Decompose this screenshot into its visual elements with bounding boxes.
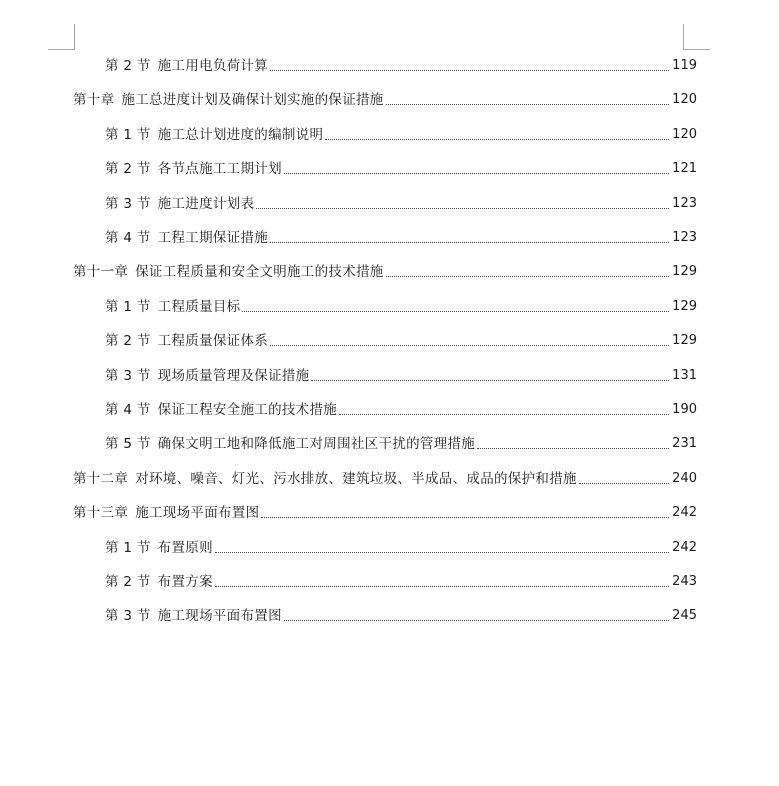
toc-dot-leader [256, 208, 669, 209]
toc-entry-prefix: 第十二章 [73, 470, 129, 487]
toc-page-number: 231 [672, 436, 697, 452]
toc-section-entry[interactable] [105, 292, 697, 316]
toc-entry-prefix: 第 3 节 [105, 608, 151, 625]
toc-entry-label [105, 229, 268, 247]
toc-dot-leader [311, 380, 669, 381]
toc-entry-title: 保证工程质量和安全文明施工的技术措施 [135, 264, 384, 281]
toc-entry-label [105, 332, 268, 350]
toc-dot-leader [270, 70, 669, 71]
toc-dot-leader [386, 276, 669, 277]
toc-dot-leader [325, 139, 669, 140]
toc-dot-leader [270, 242, 669, 243]
toc-entry-title: 施工总计划进度的编制说明 [157, 126, 324, 143]
toc-entry-title: 布置原则 [157, 539, 213, 556]
toc-entry-title: 施工总进度计划及确保计划实施的保证措施 [121, 92, 384, 109]
toc-dot-leader [284, 620, 669, 621]
toc-chapter-entry[interactable] [73, 85, 697, 109]
toc-section-entry[interactable] [105, 567, 697, 591]
toc-page-number: 129 [672, 298, 697, 314]
toc-entry-prefix: 第 1 节 [105, 539, 151, 556]
toc-entry-prefix: 第 5 节 [105, 436, 151, 453]
toc-entry-title: 施工现场平面布置图 [135, 505, 260, 522]
toc-entry-prefix: 第 2 节 [105, 333, 151, 350]
toc-page-number: 129 [672, 264, 697, 280]
toc-dot-leader [386, 104, 669, 105]
toc-page-number: 121 [672, 161, 697, 177]
toc-entry-title: 各节点施工工期计划 [157, 161, 282, 178]
toc-dot-leader [270, 345, 669, 346]
toc-entry-title: 对环境、噪音、灯光、污水排放、建筑垃圾、半成品、成品的保护和措施 [135, 470, 577, 487]
toc-page-number: 131 [672, 367, 697, 383]
toc-section-entry[interactable] [105, 601, 697, 625]
toc-entry-label [105, 367, 309, 385]
toc-entry-prefix: 第 3 节 [105, 195, 151, 212]
toc-chapter-entry[interactable] [73, 498, 697, 522]
toc-page-number: 190 [672, 402, 697, 417]
toc-entry-label [105, 539, 213, 557]
toc-entry-label [105, 401, 337, 419]
toc-entry-title: 确保文明工地和降低施工对周围社区干扰的管理措施 [157, 436, 476, 453]
toc-entry-title: 工程质量保证体系 [157, 333, 269, 350]
toc-entry-label [73, 470, 577, 488]
toc-dot-leader [339, 414, 669, 415]
toc-section-entry[interactable] [105, 326, 697, 350]
toc-section-entry[interactable] [105, 533, 697, 557]
toc-dot-leader [579, 483, 669, 484]
toc-page-number: 120 [672, 126, 697, 142]
toc-entry-label [105, 607, 282, 625]
toc-entry-prefix: 第 1 节 [105, 126, 151, 143]
toc-entry-label [105, 160, 282, 178]
toc-page-number: 129 [672, 333, 697, 349]
toc-dot-leader [242, 311, 669, 312]
toc-entry-prefix: 第 2 节 [105, 58, 151, 74]
toc-page-number: 120 [672, 92, 697, 108]
toc-section-entry[interactable] [105, 51, 697, 75]
toc-page-number: 123 [672, 230, 697, 245]
toc-section-entry[interactable] [105, 223, 697, 247]
toc-entry-label [73, 504, 259, 522]
toc-page-number: 243 [672, 574, 697, 589]
toc-entry-prefix: 第 1 节 [105, 298, 151, 315]
toc-entry-title: 施工用电负荷计算 [157, 58, 269, 74]
toc-dot-leader [215, 552, 669, 553]
toc-entry-label [105, 195, 254, 213]
toc-section-entry[interactable] [105, 189, 697, 213]
toc-entry-title: 布置方案 [157, 574, 213, 590]
crop-mark-top-left [48, 24, 75, 50]
toc-dot-leader [261, 517, 669, 518]
toc-section-entry[interactable] [105, 120, 697, 144]
toc-entry-title: 施工现场平面布置图 [157, 608, 282, 625]
toc-entry-prefix: 第 4 节 [105, 402, 151, 418]
toc-entry-label [105, 573, 213, 591]
toc-section-entry[interactable] [105, 154, 697, 178]
toc-dot-leader [215, 586, 669, 587]
toc-entry-label [73, 263, 384, 281]
toc-entry-prefix: 第十三章 [73, 505, 129, 522]
toc-page-number: 123 [672, 195, 697, 211]
toc-entry-prefix: 第 4 节 [105, 230, 151, 246]
toc-entry-label [105, 57, 268, 75]
toc-page-number: 240 [672, 470, 697, 486]
toc-entry-title: 现场质量管理及保证措施 [157, 367, 310, 384]
toc-entry-prefix: 第 2 节 [105, 574, 151, 590]
toc-entry-prefix: 第十一章 [73, 264, 129, 281]
toc-entry-label [73, 91, 384, 109]
toc-dot-leader [284, 173, 669, 174]
toc-entry-prefix: 第 3 节 [105, 367, 151, 384]
toc-entry-label [105, 298, 240, 316]
toc-entry-title: 施工进度计划表 [157, 195, 255, 212]
toc-dot-leader [477, 448, 669, 449]
toc-entry-label [105, 435, 475, 453]
toc-entry-label [105, 126, 323, 144]
toc-entry-title: 保证工程安全施工的技术措施 [157, 402, 338, 418]
toc-entry-prefix: 第 2 节 [105, 161, 151, 178]
toc-page-number: 242 [672, 505, 697, 521]
toc-page-number: 245 [672, 608, 697, 624]
toc-page-number: 242 [672, 539, 697, 555]
toc-chapter-entry[interactable] [73, 464, 697, 488]
toc-section-entry[interactable] [105, 395, 697, 419]
toc-entry-title: 工程质量目标 [157, 298, 241, 315]
toc-page-number: 119 [672, 58, 697, 73]
toc-chapter-entry[interactable] [73, 257, 697, 281]
toc-section-entry[interactable] [105, 361, 697, 385]
toc-entry-title: 工程工期保证措施 [157, 230, 269, 246]
toc-section-entry[interactable] [105, 429, 697, 453]
toc-entry-prefix: 第十章 [73, 92, 115, 109]
crop-mark-top-right [683, 24, 710, 50]
